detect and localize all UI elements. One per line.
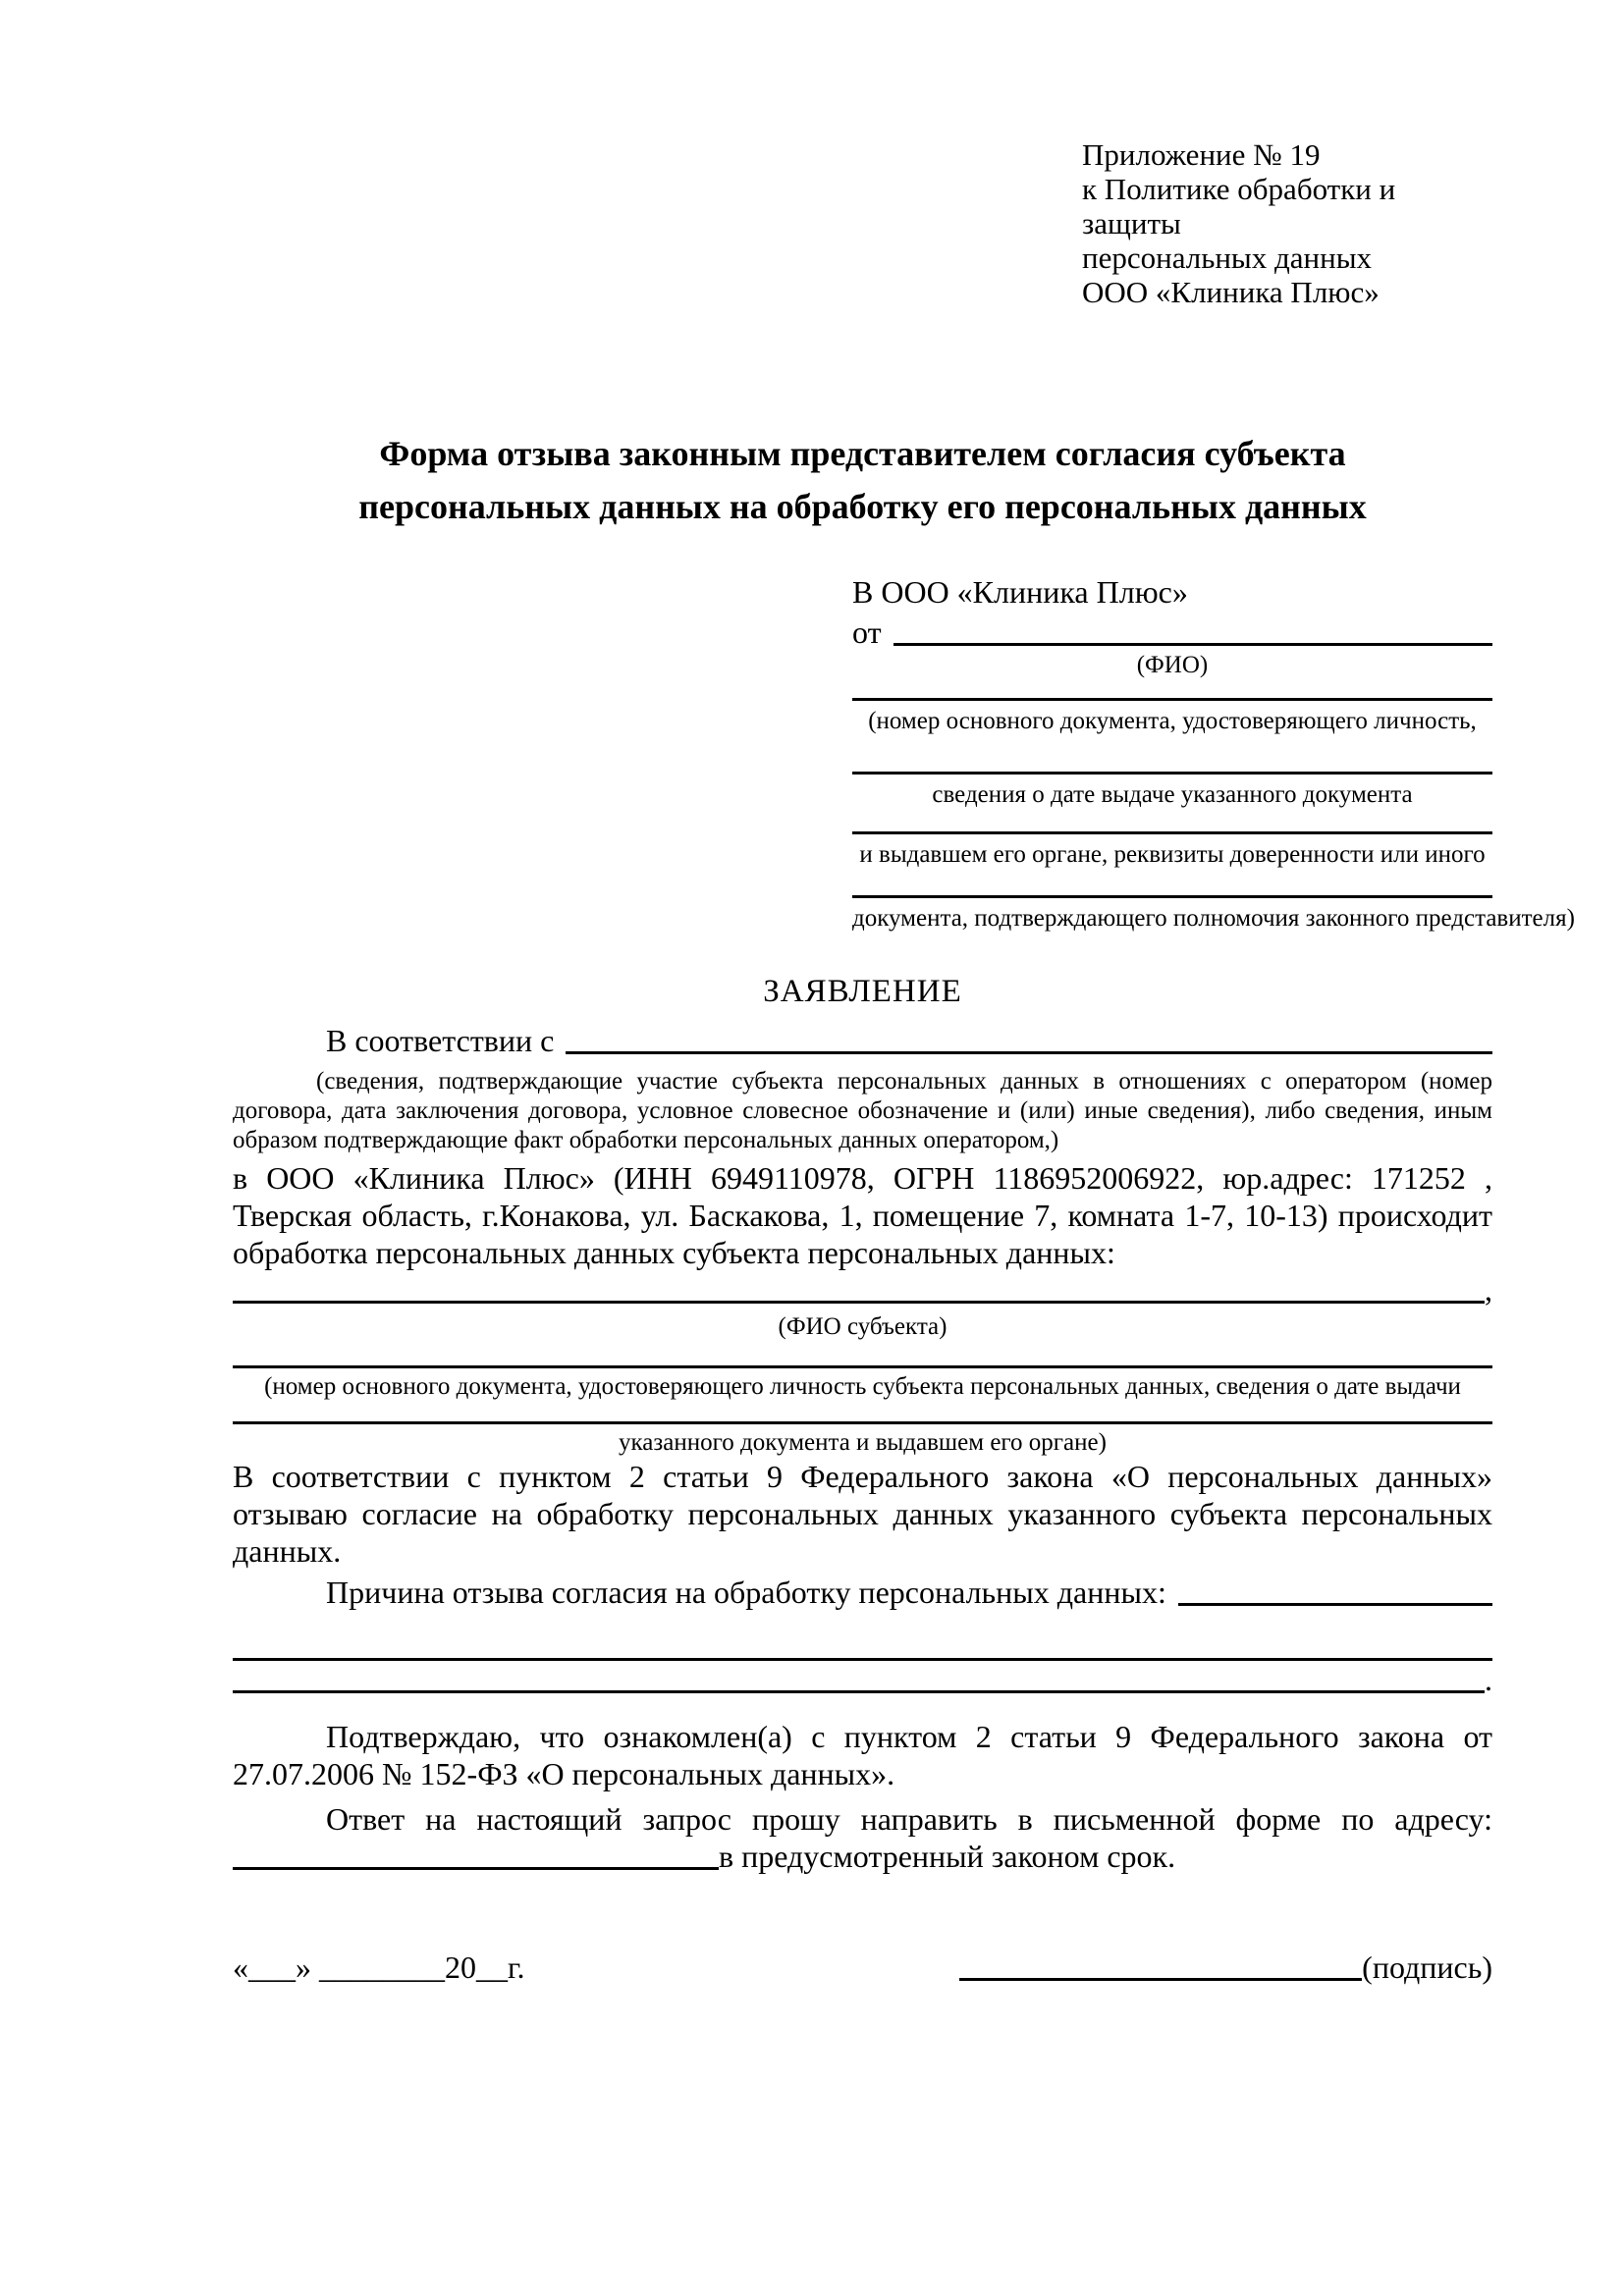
representative-doc-field-3 bbox=[852, 831, 1492, 870]
from-label: от bbox=[852, 614, 882, 650]
subject-fio-comma: , bbox=[1485, 1272, 1492, 1308]
representative-doc-caption-3: и выдавшем его органе, реквизиты доверенности или иного bbox=[859, 841, 1486, 868]
document-title bbox=[233, 427, 1492, 533]
representative-doc-field-4 bbox=[852, 895, 1575, 934]
representative-doc-field-1 bbox=[852, 698, 1492, 736]
withdrawal-paragraph: В соответствии с пунктом 2 статьи 9 Федерального закона «О персональных данных» отзываю согласие на обработку персональных данных указанного субъекта персональных данных. bbox=[233, 1459, 1492, 1569]
appendix-line-1: Приложение № 19 bbox=[1082, 137, 1321, 172]
signature-caption: (подпись) bbox=[1362, 1949, 1492, 1985]
subject-doc-caption-2: указанного документа и выдавшем его органе) bbox=[619, 1429, 1107, 1456]
reply-address-row bbox=[233, 1838, 1492, 1875]
signature-line bbox=[959, 1949, 1362, 1981]
document-title-line-2: персональных данных на обработку его персональных данных bbox=[358, 487, 1367, 526]
subject-fio-caption: (ФИО субъекта) bbox=[778, 1313, 947, 1340]
reason-label: Причина отзыва согласия на обработку персональных данных: bbox=[326, 1575, 1166, 1610]
representative-doc-line-1 bbox=[852, 698, 1492, 701]
reply-suffix: в предусмотренный законом срок. bbox=[719, 1839, 1176, 1874]
appendix-line-3: персональных данных bbox=[1082, 240, 1373, 275]
signature-group bbox=[959, 1949, 1492, 1986]
reply-paragraph: Ответ на настоящий запрос прошу направить в письменной форме по адресу: bbox=[326, 1801, 1492, 1837]
representative-doc-caption-1: (номер основного документа, удостоверяющего личность, bbox=[868, 708, 1477, 734]
document-title-line-1: Форма отзыва законным представителем согласия субъекта bbox=[379, 434, 1346, 473]
from-field-row bbox=[852, 614, 1492, 651]
reason-blank-line-2 bbox=[233, 1661, 1485, 1693]
from-fill-line bbox=[893, 614, 1492, 646]
appendix-line-2: к Политике обработки и защиты bbox=[1082, 172, 1396, 240]
representative-doc-line-4 bbox=[852, 895, 1492, 898]
basis-field-row bbox=[233, 1022, 1492, 1059]
representative-doc-line-3 bbox=[852, 831, 1492, 834]
basis-label: В соответствии с bbox=[326, 1023, 555, 1058]
reason-field-row bbox=[233, 1574, 1492, 1611]
operator-paragraph: в ООО «Клиника Плюс» (ИНН 6949110978, ОГРН 1186952006922, юр.адрес: 171252 , Тверская область, г.Конакова, ул. Баскакова, 1, помещение 7, комната 1-7, 10-13) происходит обработка персональных данных субъекта персональных данных: bbox=[233, 1160, 1492, 1270]
recipient-block bbox=[852, 572, 1575, 934]
representative-doc-field-2 bbox=[852, 772, 1492, 810]
subject-doc-line-1 bbox=[233, 1365, 1492, 1368]
fio-caption: (ФИО) bbox=[1136, 652, 1209, 678]
confirm-paragraph: Подтверждаю, что ознакомлен(а) с пунктом 2 статьи 9 Федерального закона от 27.07.2006 № 152-ФЗ «О персональных данных». bbox=[233, 1719, 1492, 1791]
appendix-block bbox=[1082, 0, 1492, 309]
address-fill-line bbox=[233, 1838, 719, 1870]
reason-line-terminator: . bbox=[1485, 1662, 1492, 1697]
representative-doc-caption-2: сведения о дате выдаче указанного документа bbox=[932, 781, 1413, 808]
subject-doc-caption-1: (номер основного документа, удостоверяющего личность субъекта персональных данных, сведения о дате выдачи bbox=[264, 1373, 1461, 1400]
recipient-organization: В ООО «Клиника Плюс» bbox=[852, 574, 1188, 610]
reason-fill-line bbox=[1178, 1574, 1492, 1606]
signature-footer bbox=[233, 1949, 1492, 1986]
statement-heading: ЗАЯВЛЕНИЕ bbox=[763, 974, 962, 1009]
subject-fio-line bbox=[233, 1271, 1485, 1304]
representative-doc-line-2 bbox=[852, 772, 1492, 774]
basis-fill-line bbox=[566, 1022, 1492, 1054]
subject-doc-line-2 bbox=[233, 1421, 1492, 1424]
date-line: «___» ________20__г. bbox=[233, 1949, 525, 1985]
appendix-line-4: ООО «Клиника Плюс» bbox=[1082, 275, 1380, 309]
subject-fio-row bbox=[233, 1271, 1492, 1308]
representative-doc-caption-4: документа, подтверждающего полномочия законного представителя) bbox=[852, 905, 1575, 932]
reason-blank-row-2 bbox=[233, 1661, 1492, 1698]
basis-caption: (сведения, подтверждающие участие субъекта персональных данных в отношениях с оператором (номер договора, дата заключения договора, условное словесное обозначение и (или) иные сведения), либо сведения, иным образом подтверждающие факт обработки персональных данных оператором,) bbox=[233, 1068, 1492, 1153]
